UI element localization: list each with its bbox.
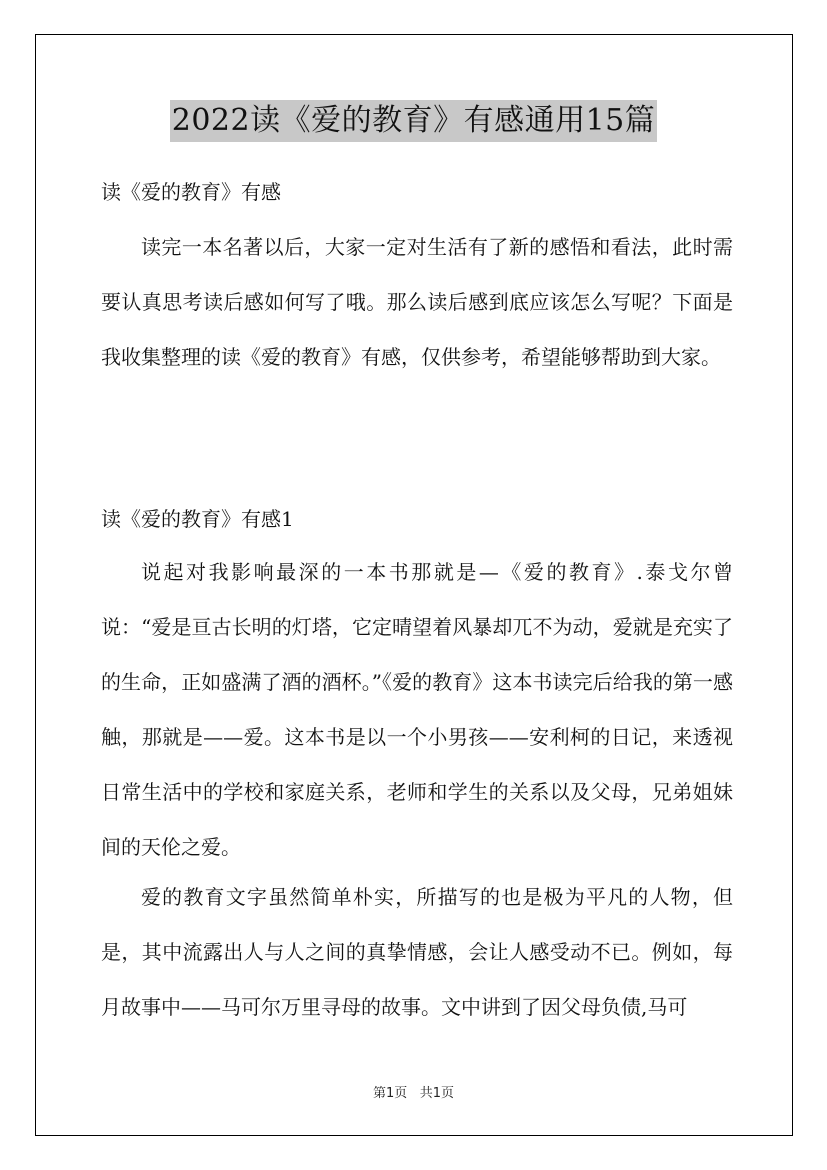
intro-heading: 读《爱的教育》有感	[101, 180, 281, 204]
document-title: 2022读《爱的教育》有感通用15篇	[170, 100, 658, 142]
page-total: 共1页	[419, 1086, 454, 1101]
intro-paragraph: 读完一本名著以后，大家一定对生活有了新的感悟和看法，此时需要认真思考读后感如何写了哦。那么读后感到底应该怎么写呢？下面是我收集整理的读《爱的教育》有感，仅供参考，希望能够帮助到大家。	[101, 235, 733, 369]
section-1-paragraph-1: 说起对我影响最深的一本书那就是—《爱的教育》.泰戈尔曾说：“爱是亘古长明的灯塔，它定晴望着风暴却兀不为动，爱就是充实了的生命，正如盛满了酒的酒杯。”《爱的教育》这本书读完后给我的第一感触，那就是——爱。这本书是以一个小男孩——安利柯的日记，来透视日常生活中的学校和家庭关系，老师和学生的关系以及父母，兄弟姐妹间的天伦之爱。	[101, 560, 733, 859]
section-1-paragraph-2: 爱的教育文字虽然简单朴实，所描写的也是极为平凡的人物，但是，其中流露出人与人之间的真挚情感，会让人感受动不已。例如，每月故事中——马可尔万里寻母的故事。文中讲到了因父母负债,马可	[101, 885, 733, 1019]
page-number: 第1页	[373, 1086, 408, 1101]
title-container	[0, 100, 827, 142]
page-footer	[0, 1082, 827, 1101]
section-1-heading: 读《爱的教育》有感1	[101, 507, 294, 531]
